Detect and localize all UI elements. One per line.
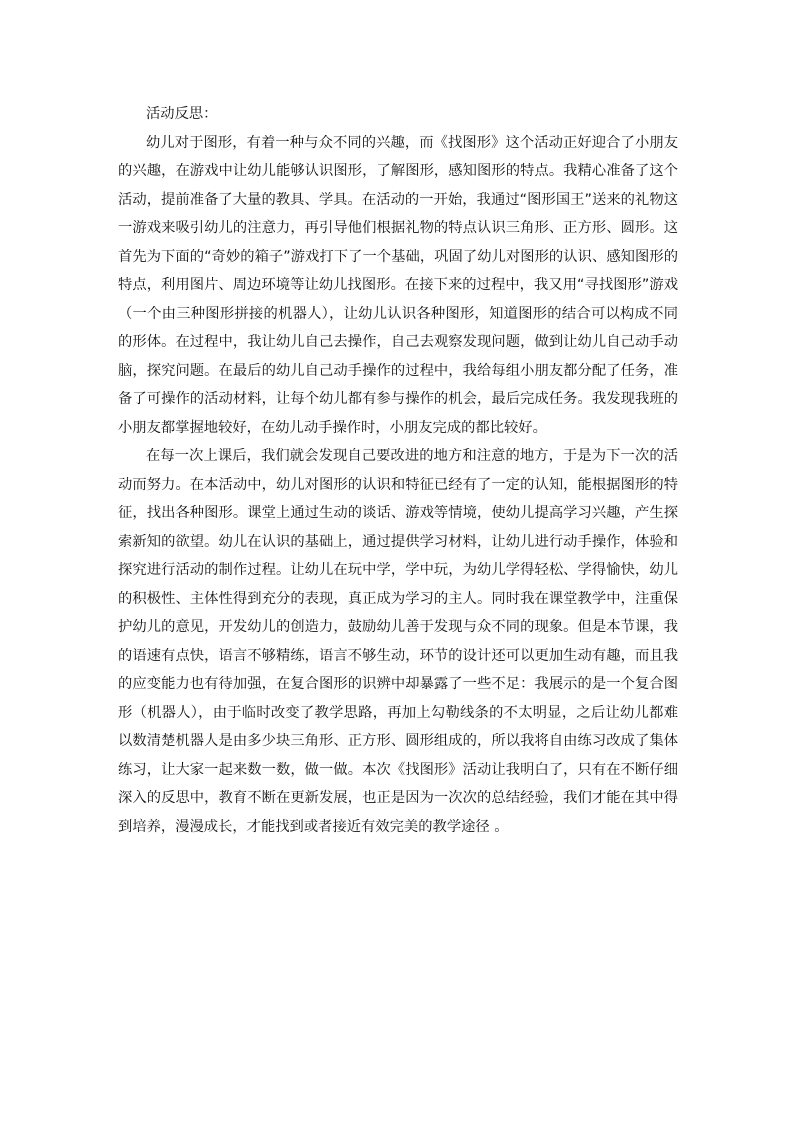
paragraph-1: 幼儿对于图形，有着一种与众不同的兴趣，而《找图形》这个活动正好迎合了小朋友的兴趣，在游戏中让幼儿能够认识图形，了解图形，感知图形的特点。我精心准备了这个活动，提前准备了大量的教具、学具。在活动的一开始，我通过“图形国王”送来的礼物这一游戏来吸引幼儿的注意力，再引导他们根据礼物的特点认识三角形、正方形、圆形。这首先为下面的“奇妙的箱子”游戏打下了一个基础，巩固了幼儿对图形的认识、感知图形的特点，利用图片、周边环境等让幼儿找图形。在接下来的过程中，我又用“寻找图形”游戏（一个由三种图形拼接的机器人），让幼儿认识各种图形，知道图形的结合可以构成不同的形体。在过程中，我让幼儿自己去操作，自己去观察发现问题，做到让幼儿自己动手动脑，探究问题。在最后的幼儿自己动手操作的过程中，我给每组小朋友都分配了任务，准备了可操作的活动材料，让每个幼儿都有参与操作的机会，最后完成任务。我发现我班的小朋友都掌握地较好，在幼儿动手操作时，小朋友完成的都比较好。 [118, 134, 678, 436]
section-heading: 活动反思： [146, 106, 218, 122]
document-body [118, 100, 678, 841]
paragraph-2: 在每一次上课后，我们就会发现自己要改进的地方和注意的地方，于是为下一次的活动而努力。在本活动中，幼儿对图形的认识和特征已经有了一定的认知，能根据图形的特征，找出各种图形。课堂上通过生动的谈话、游戏等情境，使幼儿提高学习兴趣，产生探索新知的欲望。幼儿在认识的基础上，通过提供学习材料，让幼儿进行动手操作，体验和探究进行活动的制作过程。让幼儿在玩中学，学中玩，为幼儿学得轻松、学得愉快，幼儿的积极性、主体性得到充分的表现，真正成为学习的主人。同时我在课堂教学中，注重保护幼儿的意见，开发幼儿的创造力，鼓励幼儿善于发现与众不同的现象。但是本节课，我的语速有点快，语言不够精练，语言不够生动，环节的设计还可以更加生动有趣，而且我的应变能力也有待加强，在复合图形的识辨中却暴露了一些不足：我展示的是一个复合图形（机器人），由于临时改变了教学思路，再加上勾勒线条的不太明显，之后让幼儿都难以数清楚机器人是由多少块三角形、正方形、圆形组成的，所以我将自由练习改成了集体练习，让大家一起来数一数，做一做。本次《找图形》活动让我明白了，只有在不断仔细深入的反思中，教育不断在更新发展，也正是因为一次次的总结经验，我们才能在其中得到培养，漫漫成长，才能找到或者接近有效完美的教学途径 。 [118, 448, 678, 835]
